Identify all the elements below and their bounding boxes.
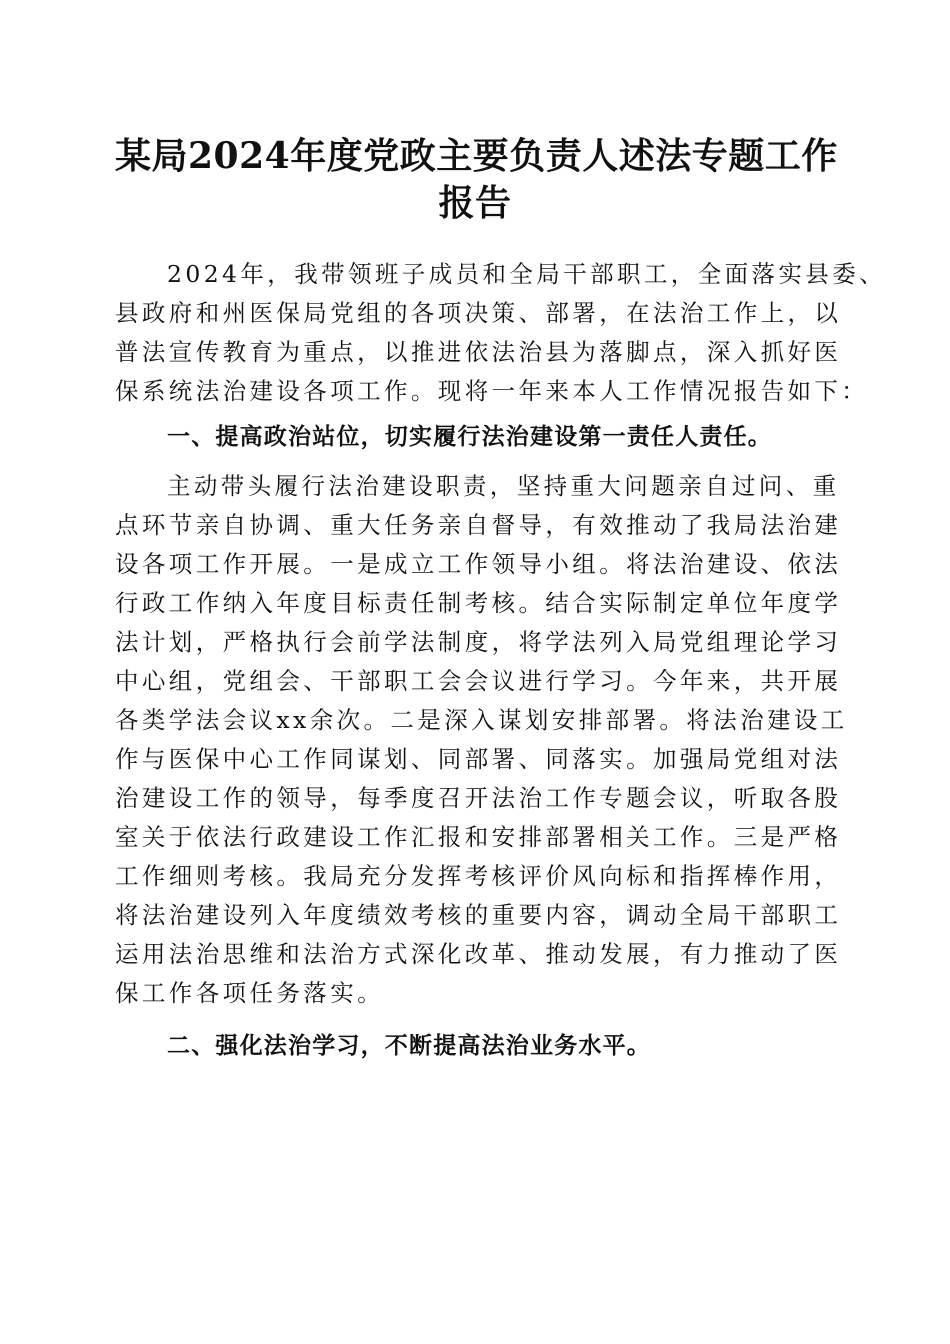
section-1-line: 作与医保中心工作同谋划、同部署、同落实。加强局党组对法	[115, 745, 842, 773]
section-1-line: 主动带头履行法治建设职责，坚持重大问题亲自过问、重	[167, 472, 840, 500]
section-1-line: 运用法治思维和法治方式深化改革、推动发展，有力推动了医	[115, 940, 842, 968]
section-1-line: 各类学法会议xx余次。二是深入谋划安排部署。将法治建设工	[115, 706, 848, 734]
intro-line: 普法宣传教育为重点，以推进依法治县为落脚点，深入抓好医	[115, 338, 842, 366]
section-1-line: 工作细则考核。我局充分发挥考核评价风向标和指挥棒作用，	[115, 862, 842, 890]
section-1-line: 点环节亲自协调、重大任务亲自督导，有效推动了我局法治建	[115, 511, 842, 539]
document-body	[115, 255, 887, 1066]
title-line: 报告	[438, 182, 512, 224]
document-title	[115, 133, 838, 227]
section-2-heading: 二、强化法治学习，不断提高法治业务水平。	[167, 1033, 651, 1059]
section-1-line: 室关于依法行政建设工作汇报和安排部署相关工作。三是严格	[115, 823, 842, 851]
section-1-heading: 一、提高政治站位，切实履行法治建设第一责任人责任。	[167, 424, 772, 450]
title-line: 某局2024年度党政主要负责人述法专题工作	[115, 135, 838, 177]
intro-line: 保系统法治建设各项工作。现将一年来本人工作情况报告如下：	[115, 377, 869, 405]
intro-line: 县政府和州医保局党组的各项决策、部署，在法治工作上，以	[115, 299, 842, 327]
section-1-line: 中心组，党组会、干部职工会会议进行学习。今年来，共开展	[115, 667, 842, 695]
section-1-line: 设各项工作开展。一是成立工作领导小组。将法治建设、依法	[115, 550, 842, 578]
section-1-line: 保工作各项任务落实。	[115, 979, 384, 1007]
section-1-line: 将法治建设列入年度绩效考核的重要内容，调动全局干部职工	[115, 901, 842, 929]
section-1-line: 治建设工作的领导，每季度召开法治工作专题会议，听取各股	[115, 784, 842, 812]
intro-line: 2024年，我带领班子成员和全局干部职工，全面落实县委、	[167, 260, 887, 288]
section-1-line: 法计划，严格执行会前学法制度，将学法列入局党组理论学习	[115, 628, 842, 656]
section-1-line: 行政工作纳入年度目标责任制考核。结合实际制定单位年度学	[115, 589, 842, 617]
